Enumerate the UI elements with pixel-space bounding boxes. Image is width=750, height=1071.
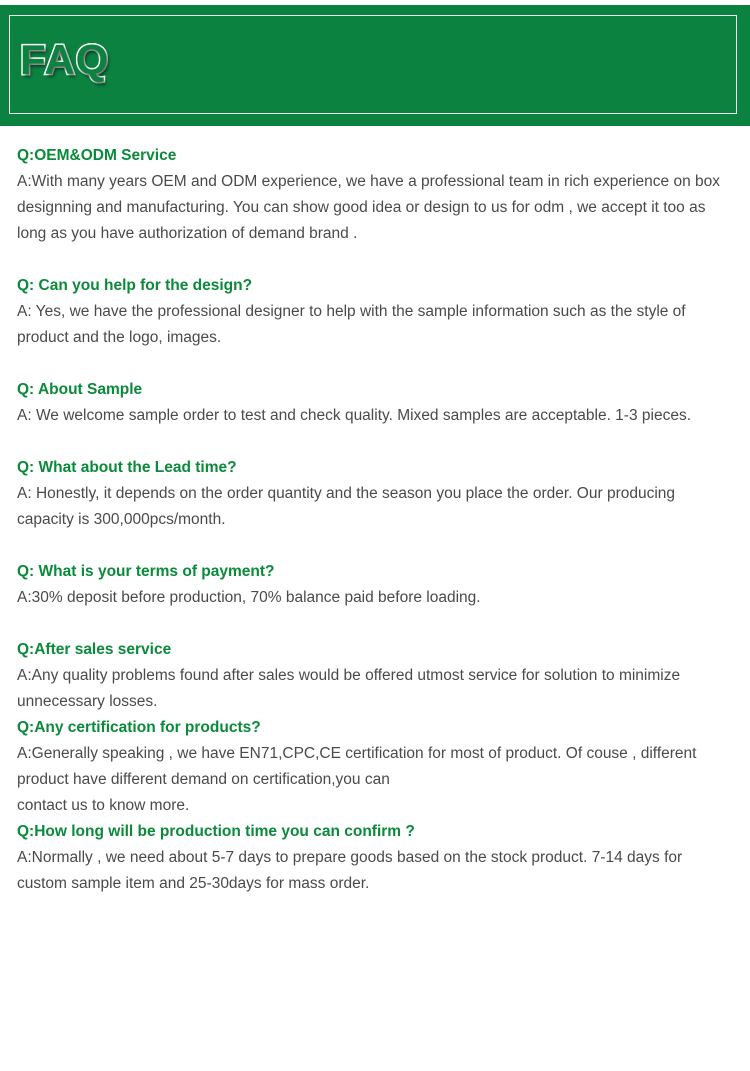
faq-question: Q: What about the Lead time? <box>17 459 237 476</box>
faq-question: Q: Can you help for the design? <box>17 277 253 294</box>
faq-answer: A: We welcome sample order to test and check quality. Mixed samples are acceptable. 1-3 pieces. <box>17 407 692 424</box>
banner-frame <box>9 15 737 114</box>
faq-answer: A:With many years OEM and ODM experience, we have a professional team in rich experience on box designning and manufacturing. You can show good idea or design to us for odm , we accept it too as long as you have authorization of demand brand . <box>17 173 720 242</box>
faq-answer: A:Any quality problems found after sales would be offered utmost service for solution to minimize unnecessary losses. <box>17 667 681 710</box>
faq-question: Q:How long will be production time you can confirm ? <box>17 823 415 840</box>
faq-answer: A:Normally , we need about 5-7 days to prepare goods based on the stock product. 7-14 days for custom sample item and 25-30days for mass order. <box>17 849 683 892</box>
faq-answer-continued: contact us to know more. <box>17 797 190 814</box>
faq-answer: A:30% deposit before production, 70% balance paid before loading. <box>17 589 481 606</box>
faq-question: Q: About Sample <box>17 381 143 398</box>
faq-answer: A:Generally speaking , we have EN71,CPC,CE certification for most of product. Of couse , different product have different demand on certification,you can <box>17 745 697 788</box>
faq-title: FAQ <box>20 36 110 83</box>
faq-banner <box>0 5 750 126</box>
faq-question: Q: What is your terms of payment? <box>17 563 275 580</box>
faq-answer: A: Yes, we have the professional designer to help with the sample information such as the style of product and the logo, images. <box>17 303 686 346</box>
faq-question: Q:OEM&ODM Service <box>17 147 177 164</box>
faq-question: Q:Any certification for products? <box>17 719 261 736</box>
faq-answer: A: Honestly, it depends on the order quantity and the season you place the order. Our producing capacity is 300,000pcs/month. <box>17 485 676 528</box>
faq-question: Q:After sales service <box>17 641 172 658</box>
